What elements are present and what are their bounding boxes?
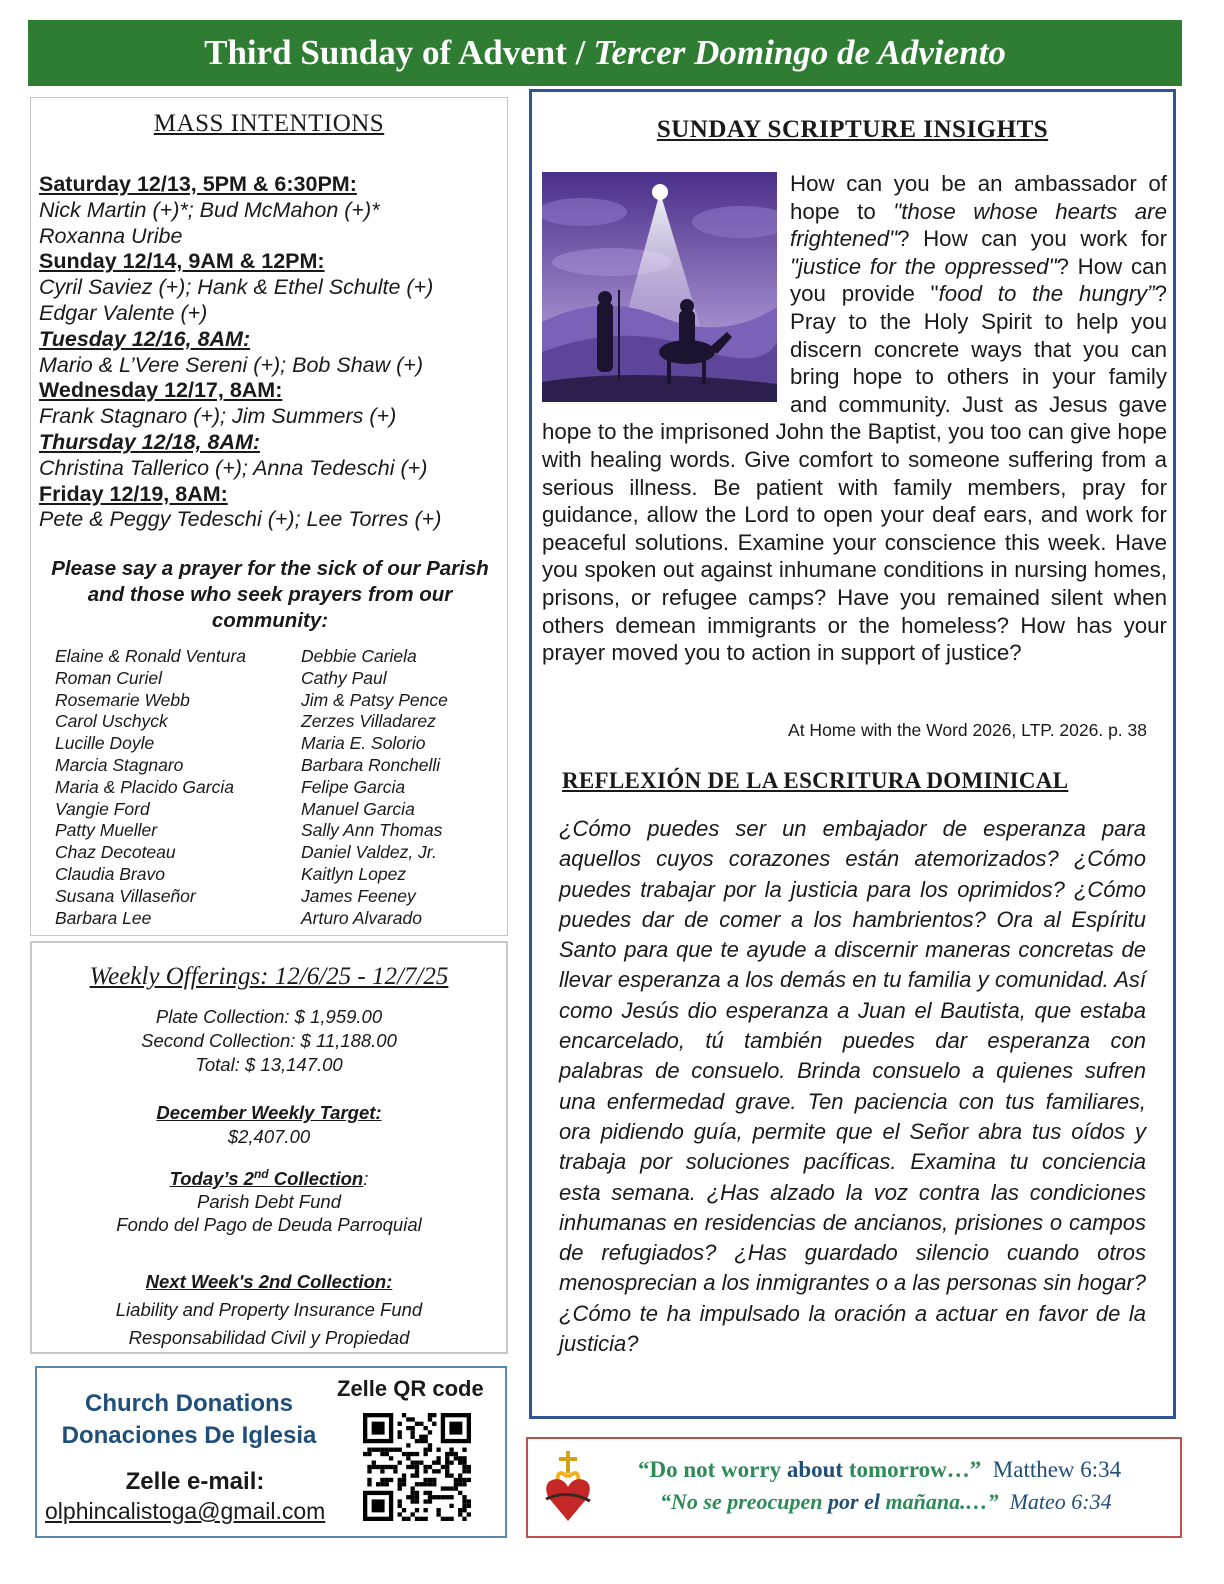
sick-list-item: James Feeney <box>301 885 416 906</box>
zelle-qr-label: Zelle QR code <box>337 1376 484 1401</box>
intention-day: Friday 12/19, 8AM: <box>39 481 228 506</box>
intention-names: Cyril Saviez (+); Hank & Ethel Schulte (+) <box>39 275 434 300</box>
sick-list-item: Patty Mueller <box>55 820 158 841</box>
intention-names: Mario & L’Vere Sereni (+); Bob Shaw (+) <box>39 352 423 377</box>
intention-day: Thursday 12/18, 8AM: <box>39 429 261 454</box>
sick-list-column-2 <box>301 646 448 929</box>
banner-title-en: Third Sunday of Advent / <box>204 33 586 72</box>
sick-list-item: Marcia Stagnaro <box>55 754 184 775</box>
page-banner <box>28 20 1182 86</box>
intention-names: Nick Martin (+)*; Bud McMahon (+)* <box>39 197 380 222</box>
sick-list-item: Zerzes Villadarez <box>301 711 436 732</box>
quote-es: “No se preocupen por el mañana.…” Mateo 6:34 <box>660 1489 1112 1514</box>
next-collection-en: Liability and Property Insurance Fund <box>115 1299 423 1321</box>
church-donations-panel <box>35 1366 507 1538</box>
insights-citation: At Home with the Word 2026, LTP. 2026. p. 38 <box>788 720 1147 740</box>
sacred-heart-icon <box>542 1449 594 1527</box>
sick-list-item: Claudia Bravo <box>55 863 165 884</box>
qr-code-icon[interactable] <box>362 1413 472 1521</box>
sick-list-item: Debbie Cariela <box>301 646 417 666</box>
insights-body: How can you be an ambassador of hope to "those whose hearts are frightened"? How can you work for "justice for the oppressed"? How can you provide "food to the hungry”? Pray to the Holy Spirit to help you discern concrete ways that you can bring hope to others in your family and community. Just as Jesus gave hope to the imprisoned John the Baptist, you too can give hope with healing words. Give comfort to someone suffering from a serious illness. Be patient with family members, pray for guidance, allow the Lord to open your deaf ears, and work for peaceful solutions. Examine your conscience this week. Have you spoken out against inhumane conditions in nursing homes, prisons, or refugee camps? Have you remained silent when others demean immigrants or the homeless? How has your prayer moved you to action in support of justice? <box>542 171 1167 666</box>
intention-names: Frank Stagnaro (+); Jim Summers (+) <box>39 404 397 429</box>
next-collection-label: Next Week's 2nd Collection: <box>145 1271 393 1293</box>
reflexion-body: ¿Cómo puedes ser un embajador de esperanza para aquellos cuyos corazones están atemorizados? ¿Cómo puedes trabajar por la justicia para los oprimidos? ¿Cómo puedes dar de comer a los hambrientos? Ora al Espíritu Santo para que te ayude a discernir maneras concretas de llevar esperanza a los demás en tu familia y comunidad. Así como Jesús dio esperanza a Juan el Bautista, que estaba encarcelado, tú también puedes dar esperanza con palabras de consuelo. Brinda consuelo a quienes sufren una enfermedad grave. Ten paciencia con tus familiares, ora pidiendo guía, permite que el Señor abra tus oídos y trabaja por soluciones pacíficas. Examina tu conciencia esta semana. ¿Has alzado la voz contra las condiciones inhumanas en residencias de ancianos, prisiones o campos de refugiados? ¿Has guardado silencio cuando otros menosprecian a los inmigrantes o a las personas sin hogar? ¿Cómo te ha impulsado la oración a actuar en favor de la justicia? <box>559 816 1146 1357</box>
weekly-target-value: $2,407.00 <box>227 1126 311 1147</box>
intention-names: Roxanna Uribe <box>39 223 183 248</box>
today-collection-es: Fondo del Pago de Deuda Parroquial <box>116 1214 422 1236</box>
sick-list-item: Rosemarie Webb <box>55 689 190 710</box>
sick-list-item: Maria & Placido Garcia <box>55 776 234 797</box>
mass-intentions-title: MASS INTENTIONS <box>153 110 385 137</box>
quote-en: “Do not worry about tomorrow…” Matthew 6:34 <box>638 1457 1122 1482</box>
sick-list-item: Manuel Garcia <box>301 798 415 819</box>
sick-list-item: Susana Villaseñor <box>55 885 196 906</box>
scripture-quote-panel <box>526 1437 1182 1538</box>
intention-names: Christina Tallerico (+); Anna Tedeschi (+) <box>39 455 428 480</box>
next-collection-es: Responsabilidad Civil y Propiedad <box>128 1327 410 1349</box>
sick-list-item: Carol Uschyck <box>55 711 168 732</box>
intention-names: Edgar Valente (+) <box>39 300 208 325</box>
intention-day: Sunday 12/14, 9AM & 12PM: <box>39 249 325 274</box>
sick-list-item: Barbara Lee <box>55 907 152 928</box>
weekly-offerings-panel <box>30 941 508 1354</box>
sick-list-item: Kaitlyn Lopez <box>301 863 407 884</box>
donations-title-en: Church Donations <box>85 1390 293 1417</box>
offerings-total: Total: $ 13,147.00 <box>195 1054 343 1075</box>
reflexion-title: REFLEXIÓN DE LA ESCRITURA DOMINICAL <box>562 768 1069 793</box>
offerings-title: Weekly Offerings: 12/6/25 - 12/7/25 <box>89 963 449 990</box>
sick-list-item: Elaine & Ronald Ventura <box>55 646 247 666</box>
banner-title-es: Tercer Domingo de Adviento <box>593 33 1006 72</box>
sick-list-item: Daniel Valdez, Jr. <box>301 842 437 863</box>
today-collection-label: Today’s 2nd Collection: <box>169 1167 369 1190</box>
sick-list-item: Vangie Ford <box>55 798 150 819</box>
zelle-email-label: Zelle e-mail: <box>125 1468 265 1495</box>
second-collection: Second Collection: $ 11,188.00 <box>141 1030 397 1051</box>
intention-day: Saturday 12/13, 5PM & 6:30PM: <box>39 172 357 196</box>
plate-collection: Plate Collection: $ 1,959.00 <box>155 1006 383 1027</box>
mass-intentions-list <box>39 172 499 533</box>
sick-list-item: Barbara Ronchelli <box>301 754 441 775</box>
sick-list-column-1 <box>55 646 246 929</box>
sick-list-item: Chaz Decoteau <box>55 842 176 863</box>
mass-intentions-panel <box>30 97 508 936</box>
sick-list-item: Arturo Alvarado <box>301 907 422 928</box>
intention-names: Pete & Peggy Tedeschi (+); Lee Torres (+) <box>39 507 442 532</box>
sick-list-item: Cathy Paul <box>301 667 387 688</box>
scripture-insights-panel <box>529 89 1176 1419</box>
prayer-request: Please say a prayer for the sick of our Parish and those who seek prayers from our community: <box>51 557 489 632</box>
sick-list-item: Roman Curiel <box>55 667 162 688</box>
donations-title-es: Donaciones De Iglesia <box>61 1422 317 1449</box>
sick-list-item: Maria E. Solorio <box>301 733 426 754</box>
weekly-target-label: December Weekly Target: <box>156 1102 382 1123</box>
today-collection-en: Parish Debt Fund <box>197 1191 341 1213</box>
sick-list-item: Felipe Garcia <box>301 776 406 797</box>
intention-day: Tuesday 12/16, 8AM: <box>39 326 251 351</box>
sick-list-item: Jim & Patsy Pence <box>301 689 448 710</box>
insights-title: SUNDAY SCRIPTURE INSIGHTS <box>656 116 1049 143</box>
intention-day: Wednesday 12/17, 8AM: <box>39 378 283 403</box>
sick-list-item: Lucille Doyle <box>55 733 155 754</box>
zelle-email-link[interactable]: olphincalistoga@gmail.com <box>45 1498 326 1524</box>
sick-list-item: Sally Ann Thomas <box>301 820 443 841</box>
